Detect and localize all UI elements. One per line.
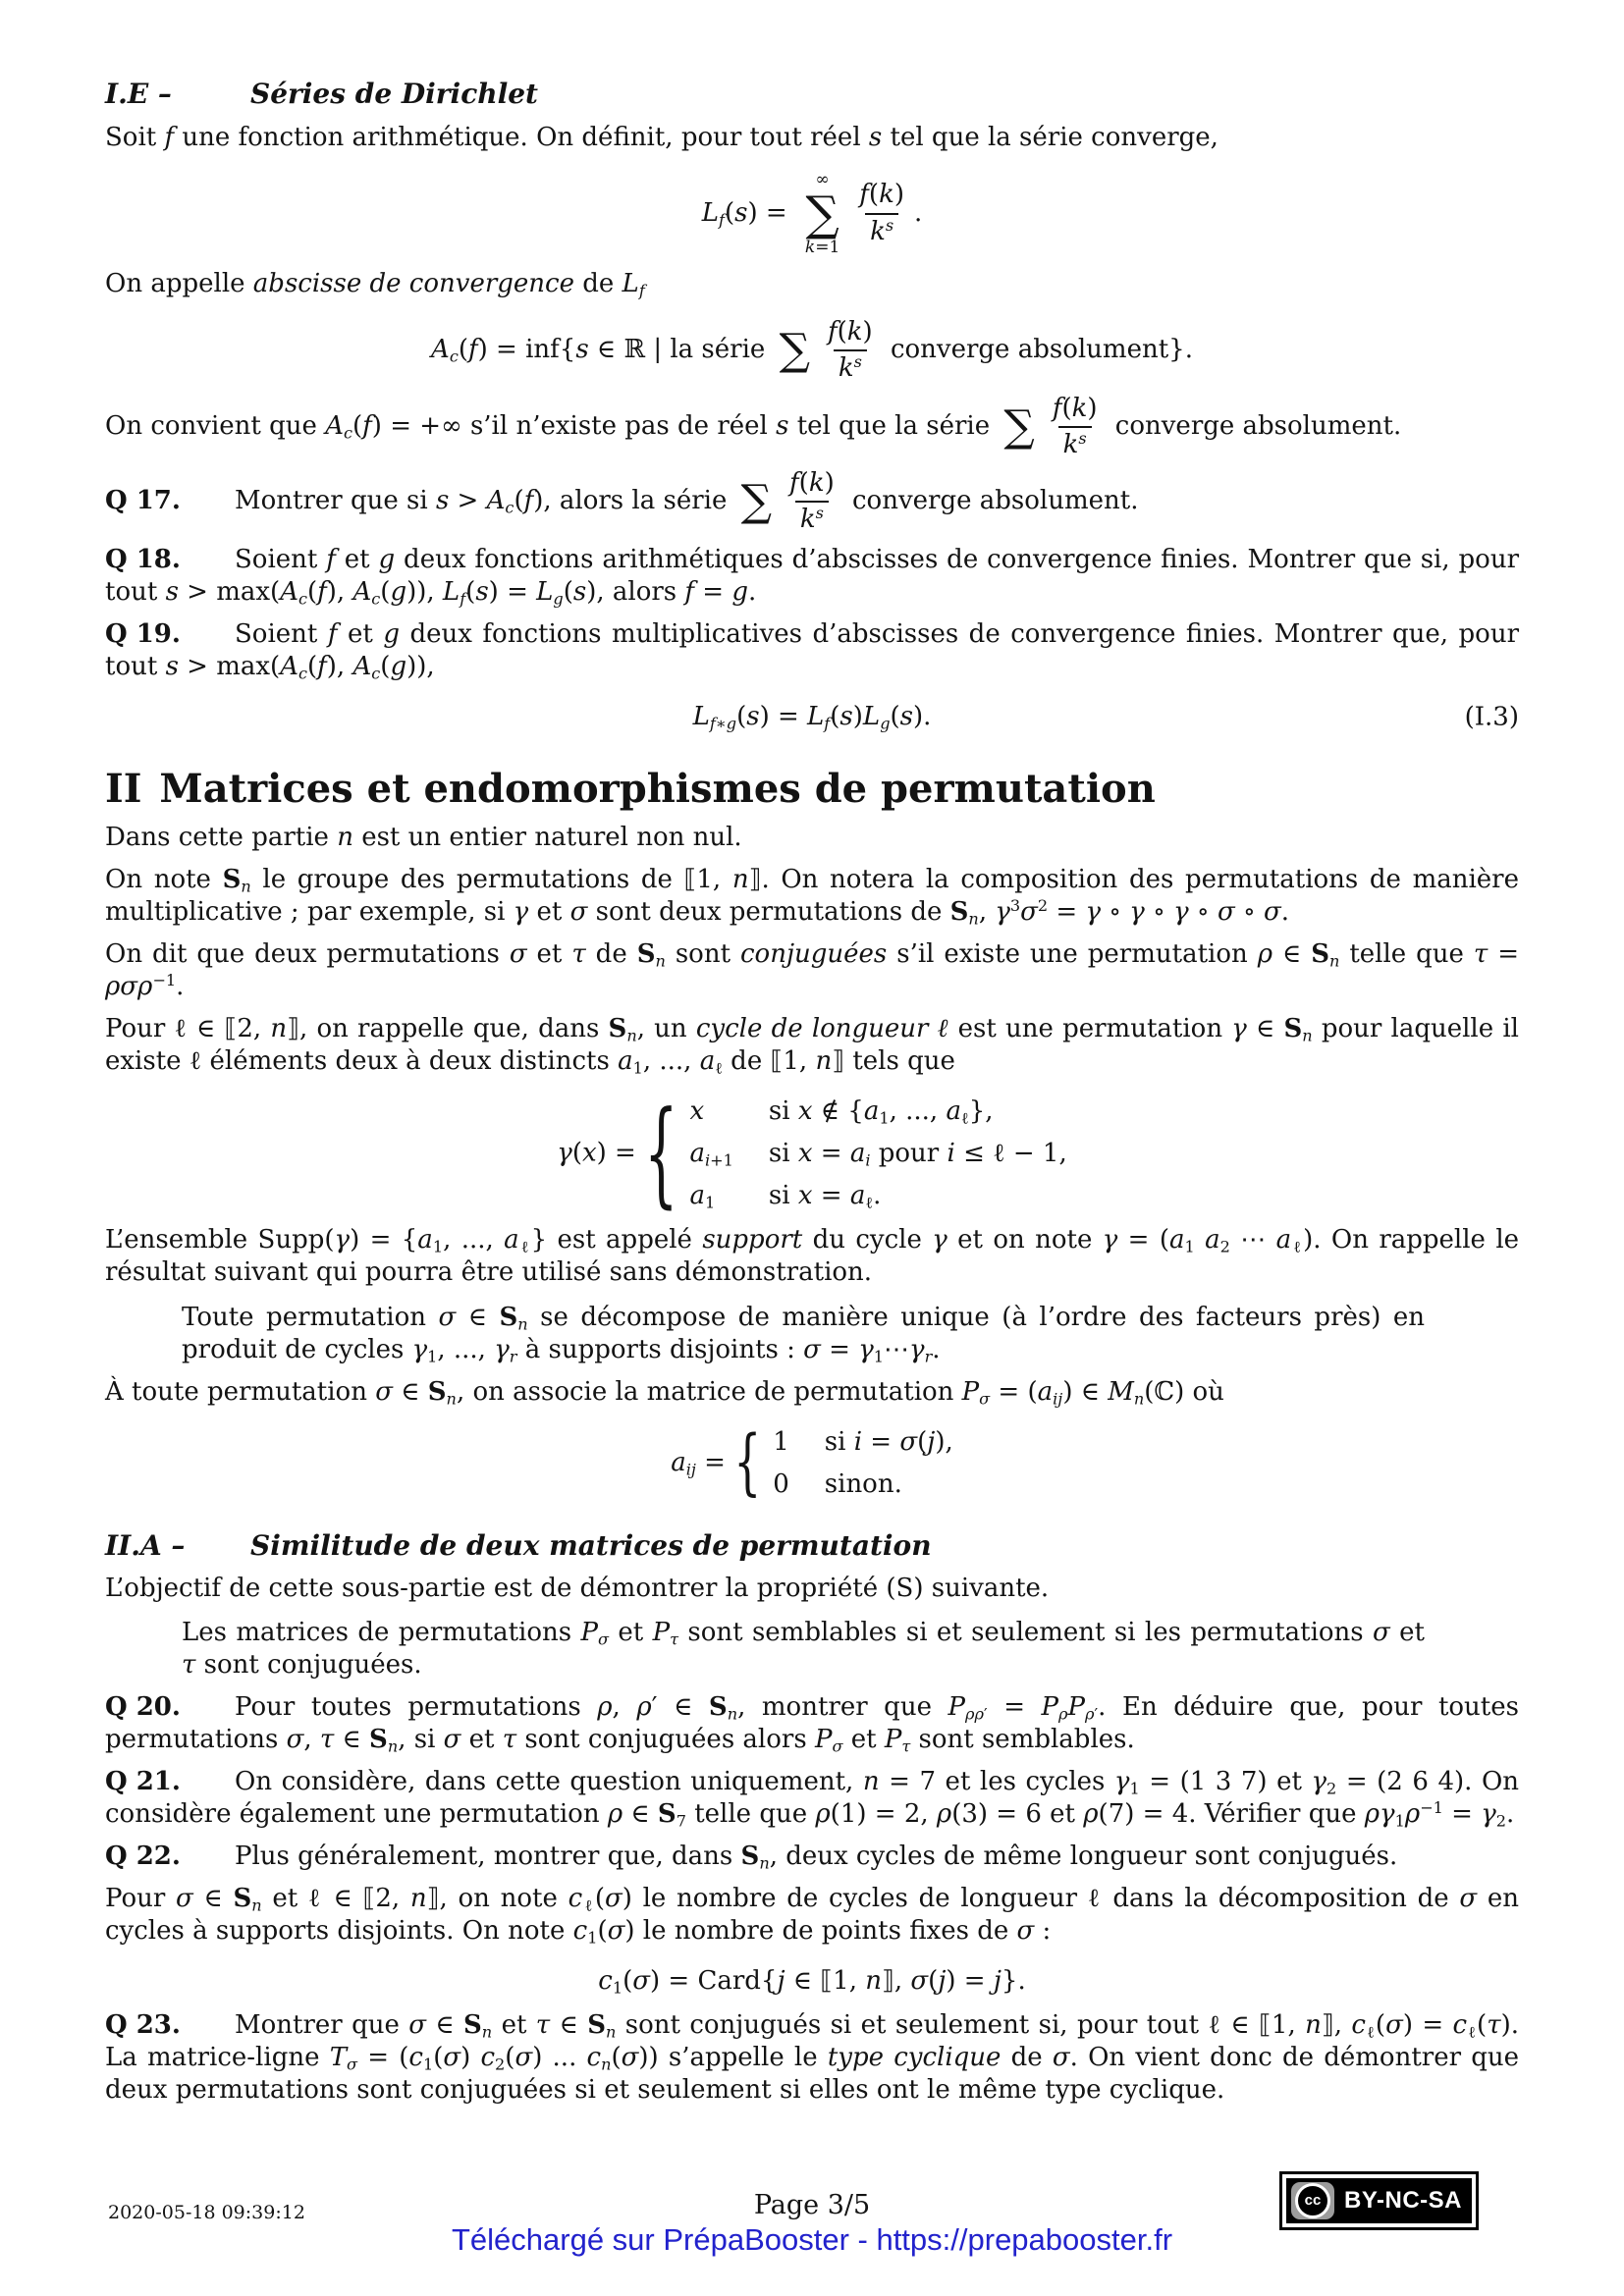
page-footer (0, 2165, 1624, 2296)
question-22-text: Plus généralement, montrer que, dans $S_n$, deux cycles de même longueur sont conjugués. (235, 1842, 1398, 1873)
paragraph-note-groupe: On note $S_n$ le groupe des permutations de ⟦1, n⟧. On notera la composition des permutations de manière multiplicative ; par exemple, si γ et σ sont deux permutations de $S_n$, $\gamma^3\sigma^2 = \gamma$ ∘ γ ∘ γ ∘ σ ∘ σ. (105, 865, 1519, 929)
equation-tag-i3: (I.3) (1464, 702, 1519, 732)
section-iia-title: Similitude de deux matrices de permutation (250, 1528, 932, 1562)
paragraph-cycle: Pour ℓ ∈ ⟦2, n⟧, on rappelle que, dans $S_n$, un cycle de longueur ℓ est une permutation γ ∈ $S_n$ pour laquelle il existe ℓ éléments deux à deux distincts $a_1$, ..., $a_\ell$ de ⟦1, n⟧ tels que (105, 1014, 1519, 1078)
paragraph-ensemble-support: L’ensemble Supp(γ) = {$a_1$, ..., $a_\ell$} est appelé support du cycle γ et on note $\gamma = (a_1$ $a_2$ ⋯ $a_\ell$). On rappelle le résultat suivant qui pourra être utilisé sans démonstration. (105, 1225, 1520, 1288)
quote-propriete-s: Les matrices de permutations $P_\sigma$ et $P_\tau$ sont semblables si et seulement si les permutations σ et τ sont conjuguées. (182, 1618, 1425, 1681)
question-18-text: Soient f et g deux fonctions arithmétiques d’abscisses de convergence finies. Montrer que si, pour tout $s > \max(A_c(f)$, $A_c(g)$), $L_f(s) = L_g(s)$, alors f = g. (105, 545, 1520, 609)
question-17-text: Montrer que si $s > A_c(f)$, alors la série ∑ $\frac{f(k)}{k^s}$ converge absolument. (235, 468, 1139, 535)
section-heading-ii (105, 767, 1519, 812)
question-18 (105, 544, 1519, 609)
equation-gamma-cases: γ(x) = { x si x ∉ {$a_1$, ..., $a_\ell$}, $a_{i+1}$ si $x = a_i$ pour i ≤ ℓ − 1, $a_1$ si $x = a_\ell$. (557, 1087, 1067, 1220)
equation-lfg-formula: $L_{f∗g}(s) = L_f(s)L_g(s)$. (692, 702, 932, 733)
question-22-label: Q 22. (105, 1842, 181, 1872)
question-17-label: Q 17. (105, 486, 181, 516)
paragraph-nombre-cycles: Pour σ ∈ $S_n$ et ℓ ∈ ⟦2, n⟧, on note $c_\ell(\sigma)$ le nombre de cycles de longueur ℓ dans la décomposition de σ en cycles à supports disjoints. On note $c_1(\sigma)$ le nombre de points fixes de σ : (105, 1884, 1519, 1948)
question-21-label: Q 21. (105, 1767, 181, 1797)
section-ie-title: Séries de Dirichlet (250, 78, 538, 110)
question-23-label: Q 23. (105, 2010, 181, 2041)
question-20 (105, 1691, 1519, 1756)
generation-timestamp: 2020-05-18 09:39:12 (108, 2202, 305, 2223)
equation-c1: $c_1(\sigma)$ = Card{j ∈ ⟦1, n⟧, σ(j) = j}. (598, 1966, 1026, 1998)
question-23-text: Montrer que σ ∈ $S_n$ et τ ∈ $S_n$ sont conjugués si et seulement si, pour tout ℓ ∈ ⟦1, n⟧, $c_\ell(\sigma) = c_\ell(\tau)$. La matrice-ligne $T_\sigma = (c_1(\sigma)$ $c_2(\sigma)$ ... $c_n(\sigma)$) s’appelle le type cyclique de σ. On vient donc de démontrer que deux permutations sont conjuguées si et seulement si elles ont le même type cyclique. (105, 2010, 1519, 2106)
section-ii-number: II (105, 766, 142, 813)
section-iia-number: II.A – (105, 1528, 186, 1562)
download-link[interactable]: Téléchargé sur PrépaBooster - https://prepabooster.fr (451, 2222, 1173, 2257)
paragraph-abscisse: On appelle abscisse de convergence de $L_f$ (105, 268, 645, 300)
equation-ac: $A_c(f) = inf\{s$ ∈ ℝ | la série ∑ $\frac{f(k)}{k^s}$ converge absolument}. (431, 316, 1193, 383)
license-label: BY-NC-SA (1343, 2186, 1462, 2214)
question-20-text: Pour toutes permutations ρ, ρ′ ∈ $S_n$, montrer que $P_{\rho\rho'} = P_\rho P_{\rho'}$. En déduire que, pour toutes permutations σ, τ ∈ $S_n$, si σ et τ sont conjuguées alors $P_\sigma$ et $P_\tau$ sont semblables. (105, 1692, 1519, 1756)
section-ii-title: Matrices et endomorphismes de permutation (159, 766, 1156, 813)
section-ie-number: I.E – (105, 78, 172, 110)
question-19 (105, 618, 1519, 683)
quote-decomposition: Toute permutation σ ∈ $S_n$ se décompose de manière unique (à l’ordre des facteurs près) en produit de cycles $\gamma_1$, ..., $\gamma_r$ à supports disjoints : $\sigma = \gamma_1\cdots\gamma_r$. (182, 1302, 1425, 1366)
cc-iconbox (1291, 2182, 1334, 2219)
paragraph-partie: Dans cette partie n est un entier naturel non nul. (105, 823, 742, 853)
question-17 (105, 469, 1519, 534)
question-19-text: Soient f et g deux fonctions multiplicatives d’abscisses de convergence finies. Montrer que, pour tout $s > \max(A_c(f)$, $A_c(g)$), (105, 619, 1519, 683)
question-20-label: Q 20. (105, 1692, 181, 1723)
question-19-label: Q 19. (105, 619, 181, 650)
paragraph-conjuguees: On dit que deux permutations σ et τ de $S_n$ sont conjuguées s’il existe une permutation ρ ∈ $S_n$ telle que τ = ρσρ$^{-1}$. (105, 939, 1520, 1002)
question-21 (105, 1766, 1519, 1831)
question-22 (105, 1841, 1519, 1873)
question-21-text: On considère, dans cette question uniquement, n = 7 et les cycles $\gamma_1 = (1$ 3 7) et $\gamma_2 = (2$ 6 4). On considère également une permutation ρ ∈ $S_7$ telle que ρ(1) = 2, ρ(3) = 6 et ρ(7) = 4. Vérifier que $\rho\gamma_1\rho^{-1} = \gamma_2$. (105, 1767, 1520, 1831)
paragraph-matrice-permutation: À toute permutation σ ∈ $S_n$, on associe la matrice de permutation $P_\sigma = (a_{ij})$ ∈ $M_n(ℂ)$ où (105, 1376, 1224, 1409)
equation-aij-cases: $a_{ij}$ = { 1 si i = σ(j), 0 sinon. (671, 1420, 953, 1504)
paragraph-objectif: L’objectif de cette sous-partie est de démontrer la propriété (S) suivante. (105, 1574, 1050, 1604)
paragraph-intro: Soit f une fonction arithmétique. On définit, pour tout réel s tel que la série converge, (105, 122, 1218, 152)
equation-lf: $L_f(s)$ = ∞ ∑ k=1 $\frac{f(k)}{k^s}$ . (701, 169, 923, 257)
cc-icon: cc (1295, 2183, 1330, 2218)
equation-lfg (105, 701, 1519, 733)
page-number: Page 3/5 (753, 2190, 871, 2220)
section-heading-iia (105, 1528, 1519, 1564)
section-heading-ie (105, 77, 1519, 112)
question-23 (105, 2009, 1519, 2107)
question-18-label: Q 18. (105, 545, 181, 575)
paragraph-convient: On convient que $A_c(f)$ = +∞ s’il n’existe pas de réel s tel que la série ∑ $\frac{f(k)}{k^s}$ converge absolument. (105, 393, 1402, 459)
